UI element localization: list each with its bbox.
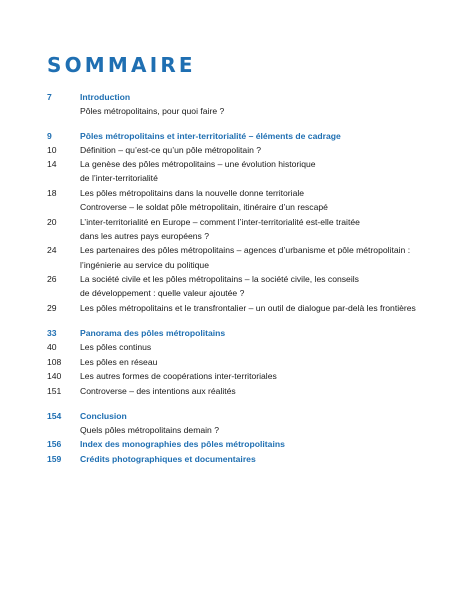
toc-entry: [47, 186, 447, 200]
toc-entry: [47, 171, 447, 185]
toc-entry: [47, 384, 447, 398]
toc-entry: [47, 301, 447, 315]
toc-page-number: 156: [47, 439, 62, 449]
toc-page-number: 154: [47, 411, 62, 421]
toc-entry-text: Quels pôles métropolitains demain ?: [80, 425, 220, 435]
toc-page-number: 18: [47, 188, 57, 198]
toc-page-number: 20: [47, 217, 57, 227]
toc-entry-text: L’inter-territorialité en Europe – comment l’inter-territorialité est-elle traitée: [80, 217, 360, 227]
toc-entry: [47, 409, 447, 423]
toc-page-number: 24: [47, 245, 57, 255]
toc-entry-text: La société civile et les pôles métropolitains – la société civile, les conseils: [80, 274, 359, 284]
toc-entry-text: Pôles métropolitains, pour quoi faire ?: [80, 106, 225, 116]
toc-page-number: 10: [47, 145, 57, 155]
toc-entry: [47, 215, 447, 229]
toc-entry: [47, 243, 447, 257]
toc-section-heading: Introduction: [80, 92, 131, 102]
toc-page-number: 29: [47, 303, 57, 313]
toc-entry: [47, 104, 447, 118]
toc-entry: [47, 90, 447, 104]
toc-entry: [47, 340, 447, 354]
toc-page-number: 33: [47, 328, 57, 338]
toc-page-number: 159: [47, 454, 62, 464]
toc-entry-text: Les pôles en réseau: [80, 357, 158, 367]
toc-entry-text: de développement : quelle valeur ajoutée ?: [80, 288, 245, 298]
toc-entry: [47, 258, 447, 272]
toc-entry: [47, 452, 447, 466]
toc-section-heading: Crédits photographiques et documentaires: [80, 454, 256, 464]
page-title: SOMMAIRE: [47, 53, 196, 77]
toc-entry-text: Controverse – des intentions aux réalités: [80, 386, 236, 396]
toc-entry: [47, 423, 447, 437]
toc-entry-text: de l’inter-territorialité: [80, 173, 158, 183]
toc-entry: [47, 200, 447, 214]
toc-entry: [47, 129, 447, 143]
toc-page-number: 108: [47, 357, 62, 367]
toc-page-number: 14: [47, 159, 57, 169]
toc-entry-text: Controverse – le soldat pôle métropolitain, itinéraire d’un rescapé: [80, 202, 328, 212]
toc-page-number: 7: [47, 92, 52, 102]
toc-entry: [47, 272, 447, 286]
toc-page-number: 140: [47, 371, 62, 381]
toc-page-number: 40: [47, 342, 57, 352]
toc-page-number: 9: [47, 131, 52, 141]
toc-entry: [47, 326, 447, 340]
toc-section-heading: Conclusion: [80, 411, 127, 421]
toc-entry: [47, 143, 447, 157]
toc-section-heading: Panorama des pôles métropolitains: [80, 328, 226, 338]
toc-entry: [47, 437, 447, 451]
toc-entry: [47, 369, 447, 383]
toc-entry-text: l’ingénierie au service du politique: [80, 260, 209, 270]
toc-page-number: 151: [47, 386, 62, 396]
toc-entry: [47, 229, 447, 243]
toc-section-heading: Index des monographies des pôles métropolitains: [80, 439, 285, 449]
toc-entry-text: Les autres formes de coopérations inter-territoriales: [80, 371, 277, 381]
toc-entry-text: La genèse des pôles métropolitains – une évolution historique: [80, 159, 316, 169]
toc-entry-text: Définition – qu’est-ce qu’un pôle métropolitain ?: [80, 145, 262, 155]
toc-entry-text: Les pôles métropolitains dans la nouvelle donne territoriale: [80, 188, 305, 198]
toc-entry-text: Les pôles continus: [80, 342, 152, 352]
toc-entry: [47, 157, 447, 171]
toc-section-heading: Pôles métropolitains et inter-territorialité – éléments de cadrage: [80, 131, 341, 141]
toc-page-number: 26: [47, 274, 57, 284]
toc-entry-text: Les partenaires des pôles métropolitains – agences d’urbanisme et pôle métropolitain :: [80, 245, 411, 255]
toc-entry: [47, 355, 447, 369]
toc-entry: [47, 286, 447, 300]
toc-entry-text: dans les autres pays européens ?: [80, 231, 209, 241]
toc-entry-text: Les pôles métropolitains et le transfrontalier – un outil de dialogue par-delà les frontières: [80, 303, 416, 313]
